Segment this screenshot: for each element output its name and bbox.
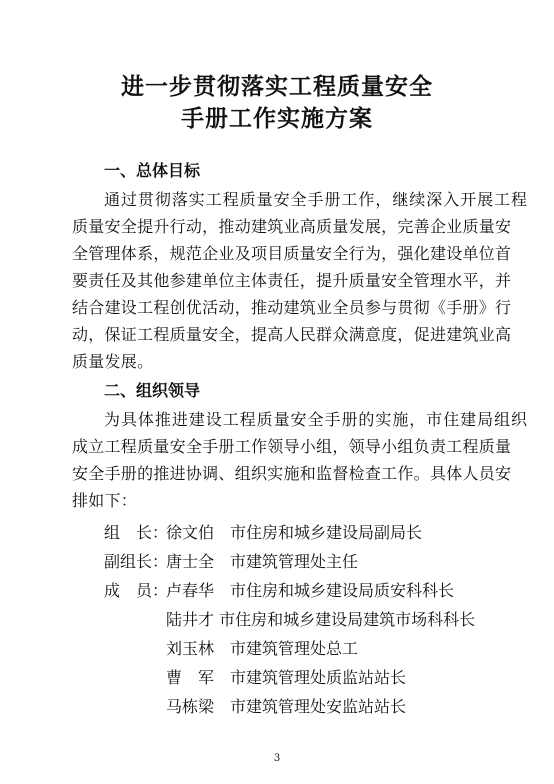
section-1-heading: 一、总体目标 (104, 161, 201, 180)
section-1-line: 要责任及其他参建单位主体责任，提升质量安全管理水平，并 (72, 271, 512, 290)
section-2-heading: 二、组织领导 (104, 381, 201, 400)
member-entry: 卢春华 市住房和城乡建设局质安科科长 (166, 581, 455, 600)
member-role-label: 组 长： (104, 523, 169, 542)
member-entry: 陆井才 市住房和城乡建设局建筑市场科科长 (166, 610, 476, 629)
member-entry: 徐文伯 市住房和城乡建设局副局长 (166, 523, 423, 542)
section-2-line: 安全手册的推进协调、组织实施和监督检查工作。具体人员安 (72, 464, 512, 483)
member-role-label: 副组长： (104, 552, 169, 571)
member-entry: 刘玉林 市建筑管理处总工 (166, 639, 359, 658)
title-line-2: 手册工作实施方案 (181, 105, 373, 132)
member-entry: 马栋梁 市建筑管理处安监站站长 (166, 697, 407, 716)
page-number: 3 (273, 753, 281, 764)
section-1-line: 质量安全提升行动，推动建筑业高质量发展，完善企业质量安 (72, 217, 512, 236)
section-2-line: 成立工程质量安全手册工作领导小组，领导小组负责工程质量 (72, 437, 512, 456)
member-role-label: 成 员： (104, 581, 169, 600)
section-2-line: 为具体推进建设工程质量安全手册的实施，市住建局组织 (104, 410, 529, 429)
section-1-line: 全管理体系，规范企业及项目质量安全行为，强化建设单位首 (72, 244, 512, 263)
section-1-line: 动，保证工程质量安全，提高人民群众满意度，促进建筑业高 (72, 325, 512, 344)
member-entry: 曹 军 市建筑管理处质监站站长 (166, 668, 407, 687)
section-1-line: 质量发展。 (72, 352, 154, 371)
member-entry: 唐士全 市建筑管理处主任 (166, 552, 359, 571)
section-1-line: 结合建设工程创优活动，推动建筑业全员参与贯彻《手册》行 (72, 298, 512, 317)
section-1-line: 通过贯彻落实工程质量安全手册工作，继续深入开展工程 (104, 190, 529, 209)
title-line-1: 进一步贯彻落实工程质量安全 (121, 73, 433, 100)
section-2-line: 排如下： (72, 491, 138, 510)
